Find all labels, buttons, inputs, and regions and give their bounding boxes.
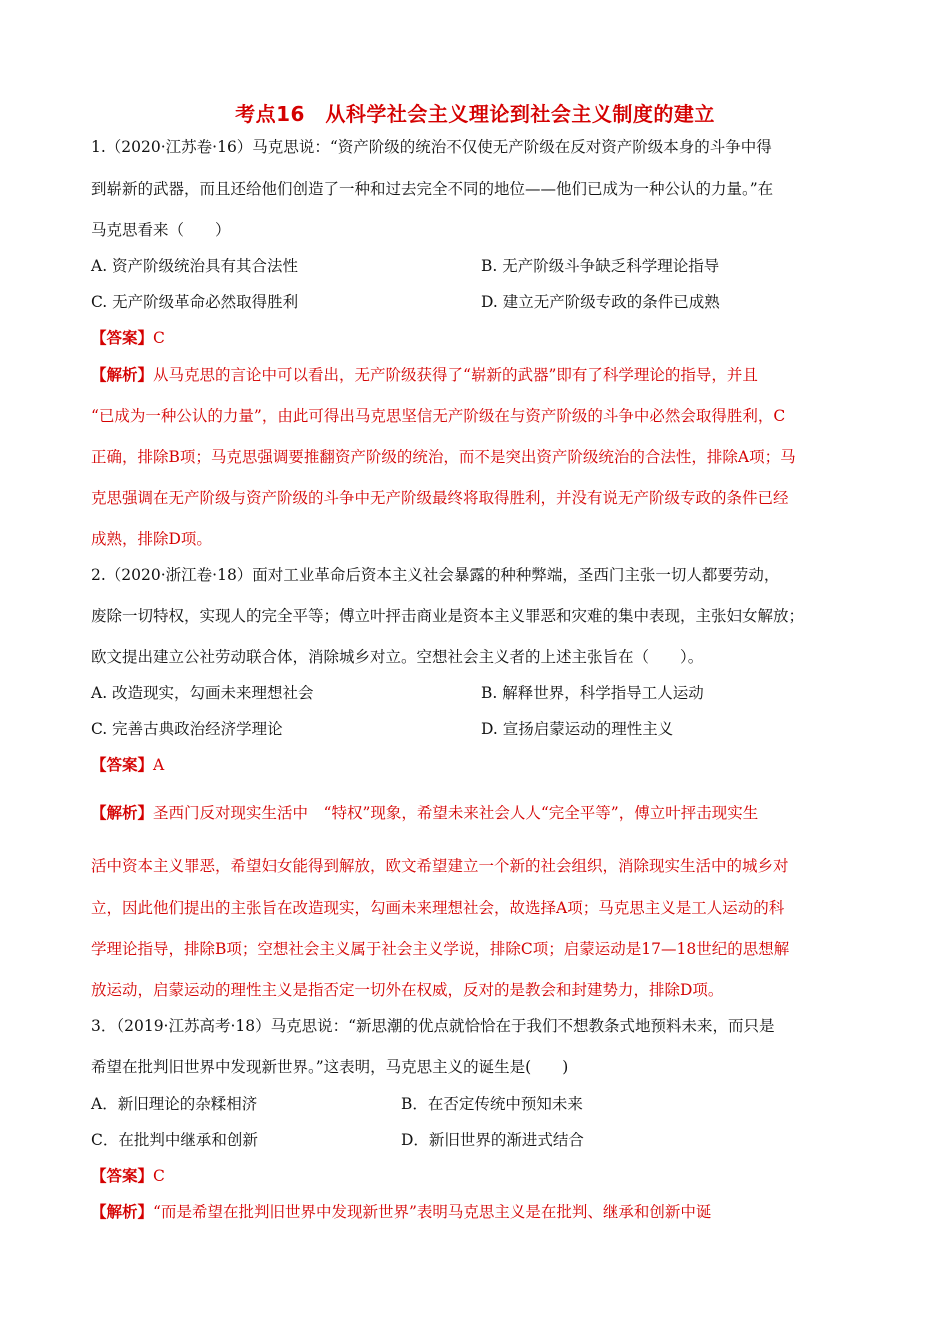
analysis-label: 【解析】 [91, 1202, 154, 1221]
answer-label: 【答案】 [91, 328, 154, 347]
answer-label: 【答案】 [91, 1166, 154, 1185]
q2-option-d: D. 宣扬启蒙运动的理性主义 [481, 720, 674, 738]
q2-analysis-line-2: 活中资本主义罪恶，希望妇女能得到解放，欧文希望建立一个新的社会组织，消除现实生活中的城乡对 [91, 857, 789, 875]
q3-answer [91, 1165, 861, 1187]
analysis-text: 从马克思的言论中可以看出，无产阶级获得了“崭新的武器”即有了科学理论的指导，并且 [153, 366, 758, 384]
q2-analysis-line-5: 放运动，启蒙运动的理性主义是指否定一切外在权威，反对的是教会和封建势力，排除D项。 [91, 981, 724, 999]
q2-option-c: C. 完善古典政治经济学理论 [91, 720, 283, 738]
q2-analysis-line-1 [91, 802, 861, 824]
q2-stem-line-2: 废除一切特权，实现人的完全平等；傅立叶抨击商业是资本主义罪恶和灾难的集中表现，主张妇女解放； [91, 607, 805, 625]
q1-stem-line-2: 到崭新的武器，而且还给他们创造了一种和过去完全不同的地位——他们已成为一种公认的力量。”在 [91, 180, 774, 198]
q1-option-d: D. 建立无产阶级专政的条件已成熟 [481, 293, 720, 311]
q2-option-b: B. 解释世界，科学指导工人运动 [481, 684, 704, 702]
answer-value: C [153, 329, 165, 347]
q3-analysis-line-1 [91, 1201, 861, 1223]
q1-analysis-line-4: 克思强调在无产阶级与资产阶级的斗争中无产阶级最终将取得胜利，并没有说无产阶级专政的条件已经 [91, 489, 789, 507]
q3-option-c: C．在批判中继承和创新 [91, 1131, 258, 1149]
q1-analysis-line-2: “已成为一种公认的力量”，由此可得出马克思坚信无产阶级在与资产阶级的斗争中必然会取得胜利，C [91, 407, 786, 425]
answer-value: C [153, 1167, 165, 1185]
q3-option-d: D．新旧世界的渐进式结合 [401, 1131, 584, 1149]
q1-option-c: C. 无产阶级革命必然取得胜利 [91, 293, 299, 311]
q3-stem-line-1: 3．（2019·江苏高考·18）马克思说：“新思潮的优点就恰恰在于我们不想教条式地预料未来，而只是 [91, 1017, 775, 1035]
q2-option-a: A. 改造现实，勾画未来理想社会 [91, 684, 314, 702]
answer-label: 【答案】 [91, 755, 154, 774]
q2-analysis-line-4: 学理论指导，排除B项；空想社会主义属于社会主义学说，排除C项；启蒙运动是17—18世纪的思想解 [91, 940, 790, 958]
q2-analysis-line-3: 立，因此他们提出的主张旨在改造现实，勾画未来理想社会，故选择A项；马克思主义是工人运动的科 [91, 899, 785, 917]
q2-stem-line-1: 2.（2020·浙江卷·18）面对工业革命后资本主义社会暴露的种种弊端，圣西门主张一切人都要劳动， [91, 566, 780, 584]
q1-answer [91, 327, 861, 349]
q2-stem-line-3: 欧文提出建立公社劳动联合体，消除城乡对立。空想社会主义者的上述主张旨在（ ）。 [91, 648, 704, 666]
q1-option-a: A. 资产阶级统治具有其合法性 [91, 257, 299, 275]
page-title: 考点16 从科学社会主义理论到社会主义制度的建立 [235, 102, 715, 126]
q3-option-a: A．新旧理论的杂糅相济 [91, 1095, 258, 1113]
q3-stem-line-2: 希望在批判旧世界中发现新世界。”这表明，马克思主义的诞生是( ) [91, 1058, 569, 1076]
q1-analysis-line-5: 成熟，排除D项。 [91, 530, 212, 548]
analysis-label: 【解析】 [91, 365, 154, 384]
q3-option-b: B．在否定传统中预知未来 [401, 1095, 583, 1113]
answer-value: A [153, 756, 165, 774]
q1-stem-line-3: 马克思看来（ ） [91, 221, 231, 239]
q1-stem-line-1: 1.（2020·江苏卷·16）马克思说：“资产阶级的统治不仅使无产阶级在反对资产阶级本身的斗争中得 [91, 138, 772, 156]
q1-analysis-line-3: 正确，排除B项；马克思强调要推翻资产阶级的统治，而不是突出资产阶级统治的合法性，排除A项；马 [91, 448, 796, 466]
analysis-text: 圣西门反对现实生活中 “特权”现象，希望未来社会人人“完全平等”，傅立叶抨击现实生 [153, 804, 759, 822]
analysis-label: 【解析】 [91, 803, 154, 822]
q1-option-b: B. 无产阶级斗争缺乏科学理论指导 [481, 257, 720, 275]
q2-answer [91, 754, 861, 776]
q1-analysis-line-1 [91, 364, 861, 386]
analysis-text: “而是希望在批判旧世界中发现新世界”表明马克思主义是在批判、继承和创新中诞 [153, 1203, 712, 1221]
